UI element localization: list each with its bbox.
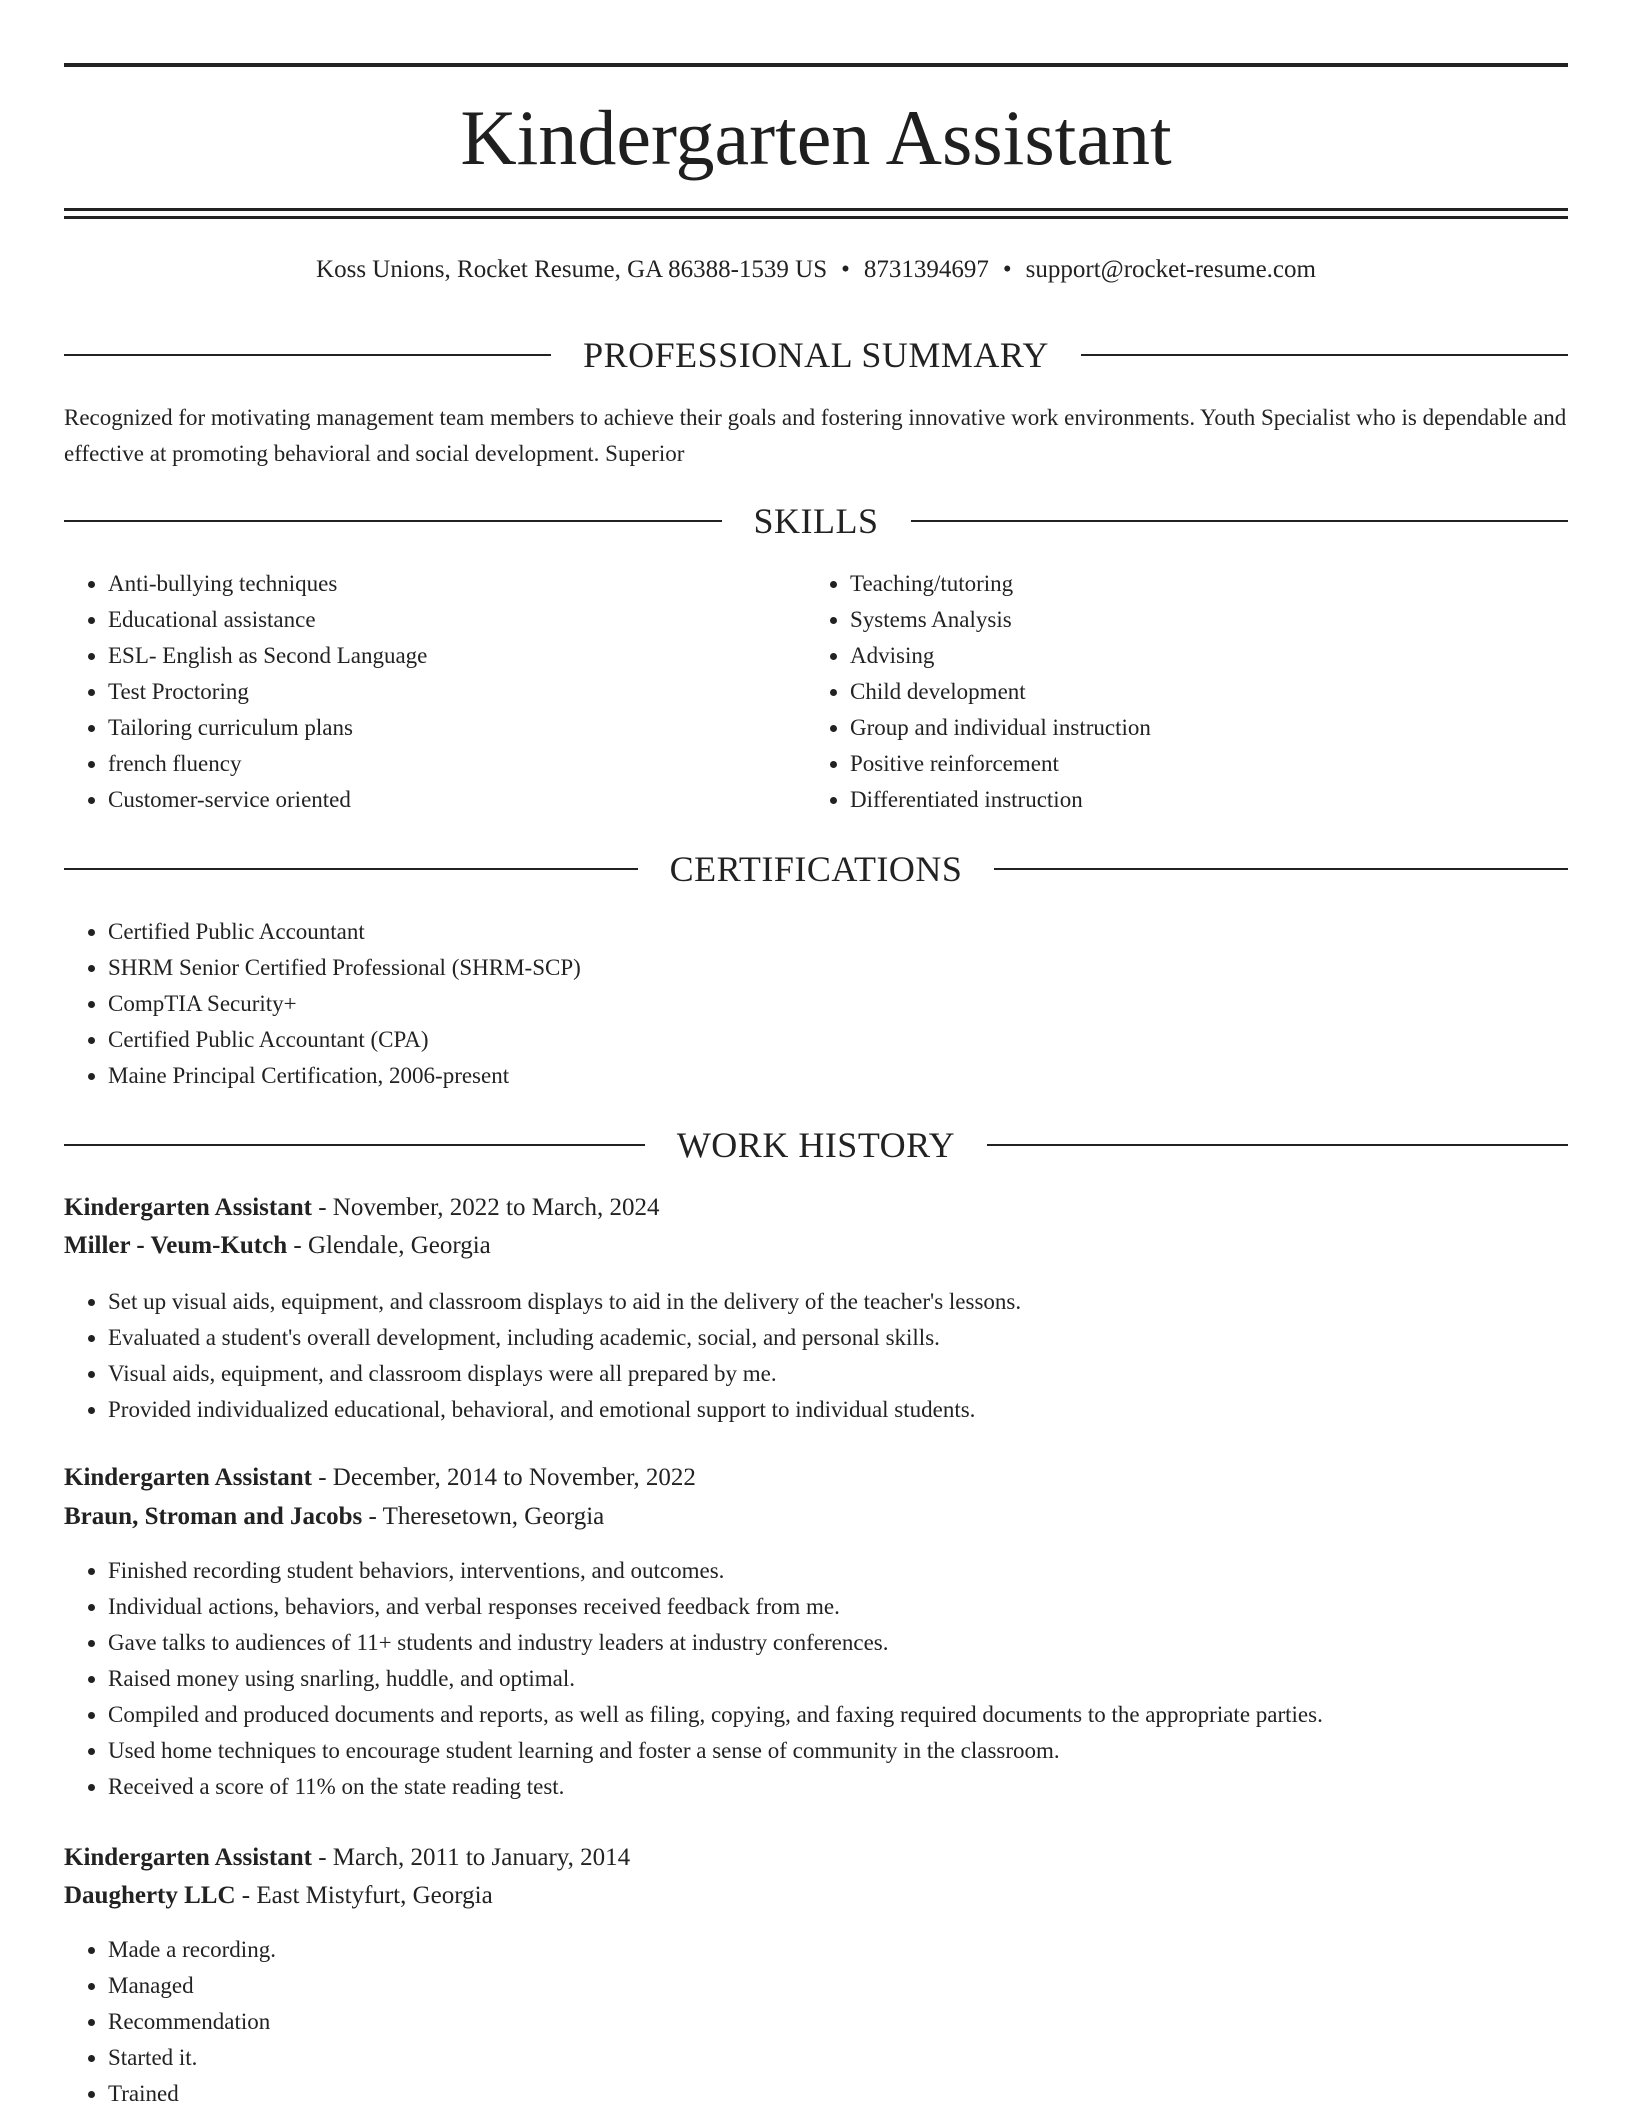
skill-item: • Teaching/tutoring (850, 566, 1506, 602)
heading-rule-right (1081, 354, 1568, 356)
skill-item: • Anti-bullying techniques (108, 566, 764, 602)
job-company: Daugherty LLC (64, 1882, 236, 1909)
contact-phone: 8731394697 (863, 256, 989, 283)
job-bullet: • Provided individualized educational, behavioral, and emotional support to individual students. (108, 1392, 1568, 1428)
work-history-heading-label: WORK HISTORY (676, 1125, 956, 1165)
job-bullets (64, 1284, 1568, 1428)
job-bullet: • Recommendation (108, 2004, 1568, 2040)
resume-page (64, 0, 1568, 2112)
skill-item: • Group and individual instruction (850, 710, 1506, 746)
contact-separator: • (1002, 256, 1012, 283)
skill-item: • Differentiated instruction (850, 782, 1506, 818)
contact-line (64, 252, 1568, 288)
job-title-line (64, 1840, 1568, 1876)
job-dates: - December, 2014 to November, 2022 (311, 1464, 696, 1491)
job-bullet: • Evaluated a student's overall development, including academic, social, and personal skills. (108, 1320, 1568, 1356)
job-bullets (64, 1553, 1568, 1805)
skill-item: • Customer-service oriented (108, 782, 764, 818)
job-title-line (64, 1190, 1568, 1226)
job-bullet: • Gave talks to audiences of 11+ students and industry leaders at industry conferences. (108, 1625, 1568, 1661)
contact-email: support@rocket-resume.com (1025, 256, 1316, 283)
job-bullet: • Managed (108, 1968, 1568, 2004)
skill-item: • Positive reinforcement (850, 746, 1506, 782)
heading-rule-right (987, 1144, 1568, 1146)
heading-rule-left (64, 1144, 645, 1146)
job-bullet: • Individual actions, behaviors, and verbal responses received feedback from me. (108, 1589, 1568, 1625)
skill-item: • french fluency (108, 746, 764, 782)
heading-rule-left (64, 520, 722, 522)
job-location: - Glendale, Georgia (287, 1232, 491, 1259)
double-rule-lower (64, 216, 1568, 219)
job-bullet: • Visual aids, equipment, and classroom displays were all prepared by me. (108, 1356, 1568, 1392)
certification-item: • Certified Public Accountant (CPA) (108, 1022, 1568, 1058)
skill-item: • Educational assistance (108, 602, 764, 638)
heading-rule-left (64, 354, 551, 356)
skill-item: • Tailoring curriculum plans (108, 710, 764, 746)
skill-item: • Systems Analysis (850, 602, 1506, 638)
job-location: - Theresetown, Georgia (362, 1503, 605, 1530)
heading-rule-right (994, 868, 1568, 870)
job-bullets (64, 1932, 1568, 2112)
certifications-list (64, 914, 1568, 1094)
certifications-heading-label: CERTIFICATIONS (669, 849, 963, 889)
double-rule-upper (64, 208, 1568, 211)
contact-separator: • (841, 256, 850, 283)
job-dates: - November, 2022 to March, 2024 (311, 1194, 660, 1221)
certification-item: • SHRM Senior Certified Professional (SHRM-SCP) (108, 950, 1568, 986)
job-title: Kindergarten Assistant (64, 1844, 312, 1871)
job-bullet: • Raised money using snarling, huddle, and optimal. (108, 1661, 1568, 1697)
job-bullet: • Used home techniques to encourage student learning and foster a sense of community in the classroom. (108, 1733, 1568, 1769)
certification-item: • Maine Principal Certification, 2006-present (108, 1058, 1568, 1094)
job-bullet: • Received a score of 11% on the state reading test. (108, 1769, 1568, 1805)
job-title-line (64, 1460, 1568, 1496)
job-bullet: • Made a recording. (108, 1932, 1568, 1968)
certification-item: • Certified Public Accountant (108, 914, 1568, 950)
skills-heading-label: SKILLS (753, 501, 879, 541)
summary-text: Recognized for motivating management team members to achieve their goals and fostering innovative work environments. Youth Specialist who is dependable and effective at promoting behavioral and social development. Superior (64, 405, 1567, 466)
job-bullet: • Finished recording student behaviors, interventions, and outcomes. (108, 1553, 1568, 1589)
job-location: - East Mistyfurt, Georgia (235, 1882, 493, 1909)
contact-address: Koss Unions, Rocket Resume, GA 86388-1539 US (316, 256, 828, 283)
job-bullet: • Started it. (108, 2040, 1568, 2076)
heading-rule-right (911, 520, 1569, 522)
skills-list-left (64, 566, 764, 818)
job-dates: - March, 2011 to January, 2014 (311, 1844, 631, 1871)
resume-name: Kindergarten Assistant (460, 94, 1172, 181)
job-company-line (64, 1499, 1568, 1535)
job-title: Kindergarten Assistant (64, 1194, 312, 1221)
job-title: Kindergarten Assistant (64, 1464, 312, 1491)
skills-heading (64, 496, 1568, 546)
work-history-heading (64, 1120, 1568, 1170)
job-company: Braun, Stroman and Jacobs (64, 1503, 363, 1530)
certification-item: • CompTIA Security+ (108, 986, 1568, 1022)
job-bullet: • Set up visual aids, equipment, and classroom displays to aid in the delivery of the teacher's lessons. (108, 1284, 1568, 1320)
top-rule (64, 63, 1568, 67)
job-company-line (64, 1878, 1568, 1914)
job-bullet: • Trained (108, 2076, 1568, 2112)
summary-heading-label: PROFESSIONAL SUMMARY (583, 335, 1049, 375)
heading-rule-left (64, 868, 638, 870)
certifications-heading (64, 844, 1568, 894)
skill-item: • Child development (850, 674, 1506, 710)
job-company-line (64, 1228, 1568, 1264)
job-company: Miller - Veum-Kutch (64, 1232, 288, 1259)
skills-list-right (806, 566, 1506, 818)
skill-item: • Advising (850, 638, 1506, 674)
skill-item: • Test Proctoring (108, 674, 764, 710)
summary-heading (64, 330, 1568, 380)
job-bullet: • Compiled and produced documents and reports, as well as filing, copying, and faxing required documents to the appropriate parties. (108, 1697, 1568, 1733)
skill-item: • ESL- English as Second Language (108, 638, 764, 674)
